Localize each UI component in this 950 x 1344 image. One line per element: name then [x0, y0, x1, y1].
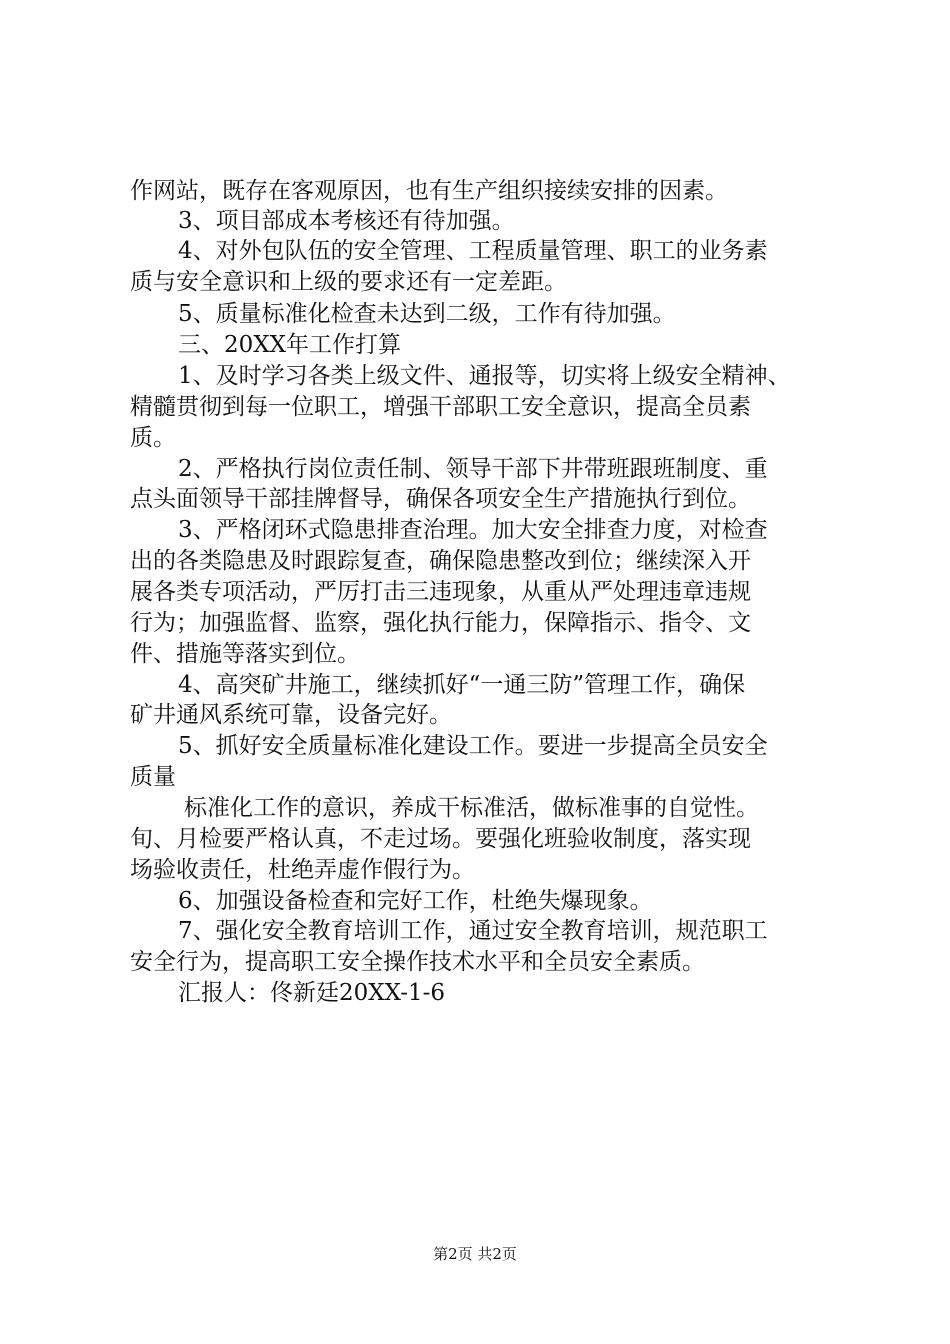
paragraph-line: 1、及时学习各类上级文件、通报等，切实将上级安全精神、	[178, 363, 791, 389]
paragraph-line: 4、对外包队伍的安全管理、工程质量管理、职工的业务素	[178, 238, 768, 264]
paragraph-line: 7、强化安全教育培训工作，通过安全教育培训，规范职工	[178, 918, 768, 944]
paragraph-line: 质量	[130, 764, 176, 790]
paragraph-line: 5、质量标准化检查未达到二级，工作有待加强。	[178, 301, 676, 327]
paragraph-line: 场验收责任，杜绝弄虚作假行为。	[130, 857, 475, 883]
paragraph-line: 6、加强设备检查和完好工作，杜绝失爆现象。	[178, 888, 653, 914]
paragraph-line: 旬、月检要严格认真，不走过场。要强化班验收制度，落实现	[130, 826, 751, 852]
paragraph-line: 5、抓好安全质量标准化建设工作。要进一步提高全员安全	[178, 733, 768, 759]
section-heading: 三、20XX年工作打算	[178, 332, 402, 358]
paragraph-line: 行为；加强监督、监察，强化执行能力，保障指示、指令、文	[130, 610, 751, 636]
paragraph-line: 点头面领导干部挂牌督导，确保各项安全生产措施执行到位。	[130, 486, 751, 512]
paragraph-line: 质与安全意识和上级的要求还有一定差距。	[130, 269, 567, 295]
paragraph-line: 3、严格闭环式隐患排查治理。加大安全排查力度，对检查	[178, 517, 768, 543]
paragraph-line: 件、措施等落实到位。	[130, 641, 360, 667]
paragraph-line: 标准化工作的意识，养成干标准活，做标准事的自觉性。	[184, 795, 759, 821]
paragraph-line: 质。	[130, 425, 176, 451]
paragraph-line: 矿井通风系统可靠，设备完好。	[130, 702, 452, 728]
signature-line: 汇报人：佟新廷20XX-1-6	[178, 980, 446, 1006]
paragraph-line: 展各类专项活动，严厉打击三违现象，从重从严处理违章违规	[130, 579, 751, 605]
paragraph-line: 4、高突矿井施工，继续抓好“一通三防”管理工作，确保	[178, 672, 746, 698]
paragraph-line: 出的各类隐患及时跟踪复查，确保隐患整改到位；继续深入开	[130, 548, 751, 574]
paragraph-line: 3、项目部成本考核还有待加强。	[178, 208, 515, 234]
paragraph-line: 作网站，既存在客观原因，也有生产组织接续安排的因素。	[130, 178, 728, 204]
paragraph-line: 精髓贯彻到每一位职工，增强干部职工安全意识，提高全员素	[130, 394, 751, 420]
paragraph-line: 安全行为，提高职工安全操作技术水平和全员安全素质。	[130, 949, 705, 975]
paragraph-line: 2、严格执行岗位责任制、领导干部下井带班跟班制度、重	[178, 456, 768, 482]
page-footer: 第2页 共2页	[433, 1245, 517, 1263]
